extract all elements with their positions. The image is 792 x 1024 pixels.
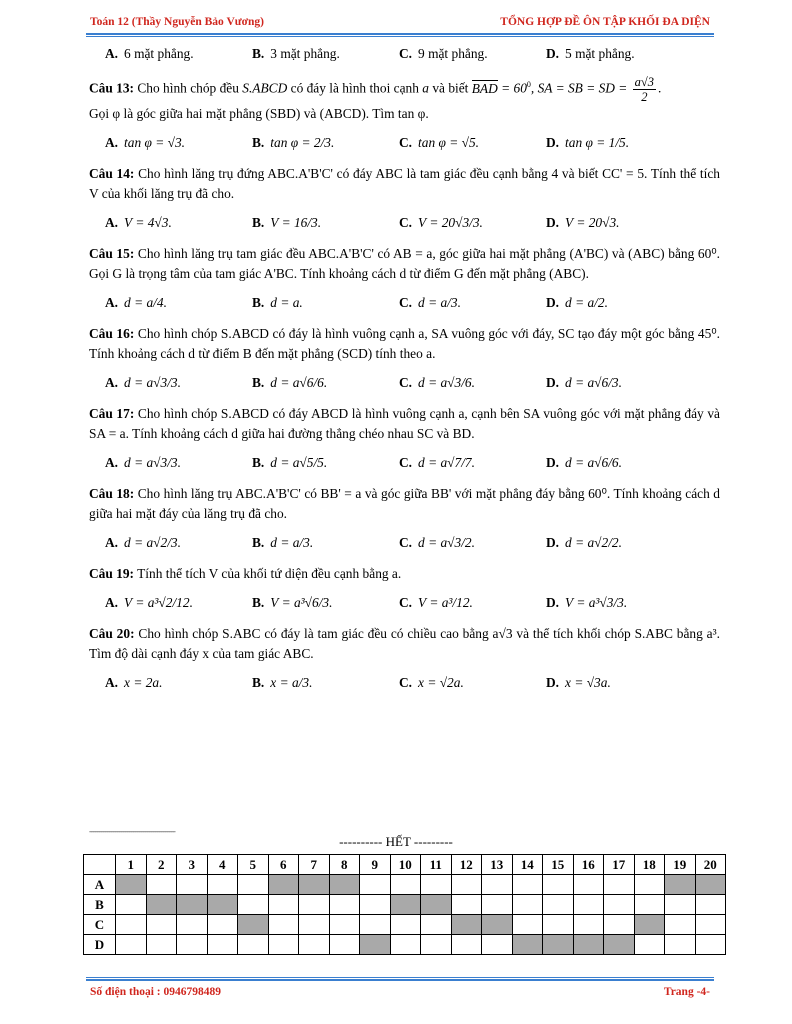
answer-row-a	[84, 875, 726, 895]
answer-cell	[482, 895, 513, 915]
answer-cell	[207, 895, 238, 915]
answer-row-d	[84, 935, 726, 955]
q14-option-d: D. V = 20√3.	[546, 215, 620, 230]
answer-cell	[360, 915, 391, 935]
answer-cell	[268, 895, 299, 915]
answer-row-label: A	[84, 875, 116, 895]
question-15: Câu 15: Cho hình lăng trụ tam giác đều ABC.A'B'C' có AB = a, góc giữa hai mặt phẳng (A'BC) và (ABC) bằng 60⁰. Gọi G là trọng tâm của tam giác A'BC. Tính khoảng cách d từ điểm G đến mặt phẳng (ABC).	[89, 246, 720, 281]
question-18: Câu 18: Cho hình lăng trụ ABC.A'B'C' có BB' = a và góc giữa BB' với mặt phẳng đáy bằng 60⁰. Tính khoảng cách d giữa hai mặt đáy của lăng trụ đã cho.	[89, 486, 720, 521]
answer-cell	[421, 895, 452, 915]
prev-options	[89, 40, 720, 68]
q19-option-a: A. V = a³√2/12.	[105, 595, 193, 610]
answer-cell	[665, 935, 696, 955]
answer-cell	[177, 915, 208, 935]
answer-row-b	[84, 895, 726, 915]
question-13: Câu 13: Cho hình chóp đều S.ABCD có đáy là hình thoi cạnh a và biết BAD = $60^0$, SA = SB = SD = $\frac{a√3}{2}$ . Gọi φ là góc giữa hai mặt phẳng (SBD) và (ABCD). Tìm tan φ.	[89, 75, 662, 121]
answer-col-3: 3	[177, 855, 208, 875]
answer-cell	[451, 875, 482, 895]
answer-cell	[207, 935, 238, 955]
q15-option-d: D. d = a/2.	[546, 295, 608, 310]
answer-cell	[390, 915, 421, 935]
q20-options	[89, 669, 720, 697]
answer-cell	[116, 895, 147, 915]
answer-cell	[146, 895, 177, 915]
q16-option-c: C. d = a√3/6.	[399, 375, 475, 390]
answer-cell	[421, 915, 452, 935]
q17-options	[89, 449, 720, 477]
q17-option-c: C. d = a√7/7.	[399, 455, 475, 470]
answer-row-label: D	[84, 935, 116, 955]
header-rule-thin	[86, 36, 714, 37]
answer-cell	[482, 935, 513, 955]
answer-col-16: 16	[573, 855, 604, 875]
q16-option-d: D. d = a√6/3.	[546, 375, 622, 390]
answer-cell	[207, 915, 238, 935]
answer-cell	[390, 935, 421, 955]
question-17: Câu 17: Cho hình chóp S.ABCD có đáy ABCD là hình vuông cạnh a, cạnh bên SA vuông góc với mặt phẳng đáy và SA = a. Tính khoảng cách d giữa hai đường thẳng chéo nhau SC và BD.	[89, 406, 720, 441]
option-b: B. 3 mặt phẳng.	[252, 46, 340, 61]
answer-col-1: 1	[116, 855, 147, 875]
answer-row-label: C	[84, 915, 116, 935]
q18-option-d: D. d = a√2/2.	[546, 535, 622, 550]
header-left: Toán 12 (Thầy Nguyễn Bảo Vương)	[90, 16, 264, 28]
answer-cell	[329, 915, 360, 935]
question-16: Câu 16: Cho hình chóp S.ABCD có đáy là hình vuông cạnh a, SA vuông góc với đáy, SC tạo đáy một góc bằng 45⁰. Tính khoảng cách d từ điểm B đến mặt phẳng (SCD) tính theo a.	[89, 326, 720, 361]
answer-cell	[177, 875, 208, 895]
answer-cell	[146, 875, 177, 895]
answer-col-10: 10	[390, 855, 421, 875]
answer-cell	[604, 875, 635, 895]
answer-cell	[299, 915, 330, 935]
answer-cell	[360, 935, 391, 955]
answer-cell	[634, 895, 665, 915]
q14-option-b: B. V = 16/3.	[252, 215, 322, 230]
footer-rule-thin	[86, 977, 714, 978]
q14-option-a: A. V = 4√3.	[105, 215, 172, 230]
answer-cell	[299, 935, 330, 955]
answer-cell	[238, 935, 269, 955]
q16-option-a: A. d = a√3/3.	[105, 375, 181, 390]
q14-option-c: C. V = 20√3/3.	[399, 215, 483, 230]
answer-cell	[451, 935, 482, 955]
answer-cell	[573, 915, 604, 935]
answer-cell	[604, 935, 635, 955]
separator-line: -------------------------------------------	[89, 826, 175, 836]
answer-col-8: 8	[329, 855, 360, 875]
answer-cell	[543, 895, 574, 915]
answer-cell	[116, 875, 147, 895]
option-d: D. 5 mặt phẳng.	[546, 46, 635, 61]
answer-cell	[238, 915, 269, 935]
option-a: A. 6 mặt phẳng.	[105, 46, 194, 61]
answer-cell	[299, 875, 330, 895]
answer-cell	[695, 935, 726, 955]
answer-cell	[207, 875, 238, 895]
answer-cell	[695, 915, 726, 935]
q14-options	[89, 209, 720, 237]
questions-area	[89, 40, 720, 697]
answer-cell	[421, 875, 452, 895]
answer-cell	[695, 875, 726, 895]
answer-col-14: 14	[512, 855, 543, 875]
q18-option-c: C. d = a√3/2.	[399, 535, 475, 550]
q15-options	[89, 289, 720, 317]
q15-option-a: A. d = a/4.	[105, 295, 167, 310]
q19-option-c: C. V = a³/12.	[399, 595, 473, 610]
q18-options	[89, 529, 720, 557]
q20-option-a: A. x = 2a.	[105, 675, 163, 690]
answer-cell	[543, 915, 574, 935]
answer-col-19: 19	[665, 855, 696, 875]
q17-option-b: B. d = a√5/5.	[252, 455, 328, 470]
answer-cell	[116, 915, 147, 935]
q16-option-b: B. d = a√6/6.	[252, 375, 328, 390]
answer-col-5: 5	[238, 855, 269, 875]
q19-options	[89, 589, 720, 617]
answer-col-17: 17	[604, 855, 635, 875]
answer-col-20: 20	[695, 855, 726, 875]
answer-cell	[390, 875, 421, 895]
answer-cell	[543, 875, 574, 895]
answer-cell	[451, 915, 482, 935]
footer-page-number: Trang -4-	[663, 986, 710, 998]
answer-cell	[146, 915, 177, 935]
answer-row-c	[84, 915, 726, 935]
answer-cell	[512, 875, 543, 895]
answer-table	[83, 854, 726, 955]
answer-col-7: 7	[299, 855, 330, 875]
question-14: Câu 14: Cho hình lăng trụ đứng ABC.A'B'C' có đáy ABC là tam giác đều cạnh bằng 4 và biết CC' = 5. Tính thể tích V của khối lăng trụ đã cho.	[89, 166, 720, 201]
answer-table-corner	[84, 855, 116, 875]
answer-col-13: 13	[482, 855, 513, 875]
answer-cell	[512, 895, 543, 915]
answer-col-4: 4	[207, 855, 238, 875]
q17-option-a: A. d = a√3/3.	[105, 455, 181, 470]
answer-cell	[238, 875, 269, 895]
answer-cell	[543, 935, 574, 955]
answer-cell	[482, 875, 513, 895]
answer-col-2: 2	[146, 855, 177, 875]
answer-cell	[329, 895, 360, 915]
answer-cell	[421, 935, 452, 955]
answer-cell	[512, 915, 543, 935]
answer-cell	[573, 875, 604, 895]
answer-cell	[634, 935, 665, 955]
q20-option-d: D. x = √3a.	[546, 675, 611, 690]
answer-cell	[451, 895, 482, 915]
q20-option-b: B. x = a/3.	[252, 675, 313, 690]
answer-cell	[482, 915, 513, 935]
answer-col-9: 9	[360, 855, 391, 875]
answer-col-11: 11	[421, 855, 452, 875]
answer-cell	[665, 875, 696, 895]
answer-cell	[573, 895, 604, 915]
answer-table-header-row	[84, 855, 726, 875]
answer-cell	[299, 895, 330, 915]
answer-cell	[268, 875, 299, 895]
question-20: Câu 20: Cho hình chóp S.ABC có đáy là tam giác đều có chiều cao bằng a√3 và thể tích khối chóp S.ABC bằng a³. Tìm độ dài cạnh đáy x của tam giác ABC.	[89, 626, 720, 661]
q13-option-c: C. tan φ = √5.	[399, 135, 480, 150]
answer-cell	[177, 895, 208, 915]
q13-option-d: D. tan φ = 1/5.	[546, 135, 630, 150]
answer-cell	[268, 935, 299, 955]
answer-cell	[604, 895, 635, 915]
q18-option-b: B. d = a/3.	[252, 535, 314, 550]
answer-col-15: 15	[543, 855, 574, 875]
question-19: Câu 19: Tính thể tích V của khối tứ diện đều cạnh bằng a.	[89, 566, 402, 581]
header-rule	[86, 33, 714, 35]
answer-cell	[604, 915, 635, 935]
answer-row-label: B	[84, 895, 116, 915]
q15-option-b: B. d = a.	[252, 295, 303, 310]
answer-cell	[695, 895, 726, 915]
answer-col-6: 6	[268, 855, 299, 875]
header-right: TỔNG HỢP ĐỀ ÔN TẬP KHỐI ĐA DIỆN	[500, 16, 710, 28]
q13-option-a: A. tan φ = √3.	[105, 135, 186, 150]
page-header	[86, 12, 714, 32]
q19-option-d: D. V = a³√3/3.	[546, 595, 628, 610]
answer-cell	[634, 915, 665, 935]
q20-option-c: C. x = √2a.	[399, 675, 464, 690]
answer-col-18: 18	[634, 855, 665, 875]
answer-cell	[329, 935, 360, 955]
option-c: C. 9 mặt phẳng.	[399, 46, 488, 61]
answer-cell	[238, 895, 269, 915]
q18-option-a: A. d = a√2/3.	[105, 535, 181, 550]
answer-cell	[116, 935, 147, 955]
q17-option-d: D. d = a√6/6.	[546, 455, 622, 470]
end-marker: ---------- HẾT ---------	[339, 834, 453, 849]
answer-cell	[360, 875, 391, 895]
answer-cell	[329, 875, 360, 895]
answer-cell	[360, 895, 391, 915]
answer-cell	[512, 935, 543, 955]
q19-option-b: B. V = a³√6/3.	[252, 595, 333, 610]
answer-cell	[390, 895, 421, 915]
answer-col-12: 12	[451, 855, 482, 875]
answer-cell	[146, 935, 177, 955]
answer-cell	[665, 915, 696, 935]
q15-option-c: C. d = a/3.	[399, 295, 461, 310]
footer-phone: Số điện thoại : 0946798489	[90, 986, 221, 998]
answer-cell	[177, 935, 208, 955]
footer-rule	[86, 979, 714, 981]
answer-cell	[573, 935, 604, 955]
answer-cell	[634, 875, 665, 895]
answer-cell	[665, 895, 696, 915]
answer-cell	[268, 915, 299, 935]
q13-options	[89, 129, 720, 157]
q13-option-b: B. tan φ = 2/3.	[252, 135, 335, 150]
q16-options	[89, 369, 720, 397]
